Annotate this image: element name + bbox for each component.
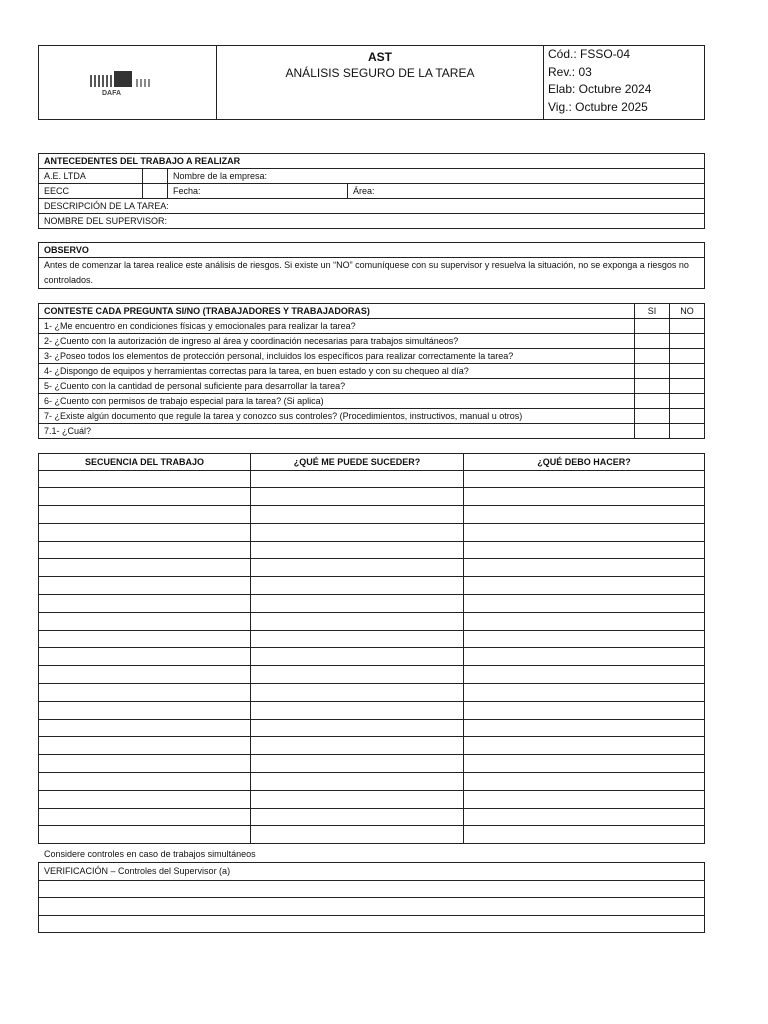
table-row — [39, 559, 705, 577]
table-row — [39, 523, 705, 541]
consequence-cell[interactable] — [251, 506, 464, 524]
company-name-field[interactable]: Nombre de la empresa: — [168, 169, 705, 184]
sequence-body — [39, 470, 705, 844]
sequence-cell[interactable] — [39, 790, 251, 808]
answer-si-6[interactable] — [635, 394, 670, 409]
answer-si-3[interactable] — [635, 349, 670, 364]
sequence-cell[interactable] — [39, 773, 251, 791]
elaboration-date: Elab: Octubre 2024 — [548, 82, 652, 96]
action-cell[interactable] — [464, 719, 705, 737]
answer-si-5[interactable] — [635, 379, 670, 394]
consequence-cell[interactable] — [251, 595, 464, 613]
action-cell[interactable] — [464, 523, 705, 541]
consequence-cell[interactable] — [251, 808, 464, 826]
consequence-cell[interactable] — [251, 612, 464, 630]
antecedentes-heading: ANTECEDENTES DEL TRABAJO A REALIZAR — [39, 154, 705, 169]
antecedentes-table — [38, 153, 705, 229]
date-field[interactable]: Fecha: — [168, 184, 348, 199]
sequence-cell[interactable] — [39, 470, 251, 488]
page-subtitle: ANÁLISIS SEGURO DE LA TAREA — [285, 66, 475, 80]
validity-date: Vig.: Octubre 2025 — [548, 99, 648, 114]
sequence-cell[interactable] — [39, 648, 251, 666]
logo — [39, 46, 217, 120]
verification-table — [38, 862, 705, 933]
table-row — [39, 488, 705, 506]
table-row — [39, 470, 705, 488]
action-cell[interactable] — [464, 790, 705, 808]
action-cell[interactable] — [464, 826, 705, 844]
consequence-cell[interactable] — [251, 648, 464, 666]
verification-row[interactable] — [39, 898, 705, 916]
logo-icon — [88, 65, 168, 97]
action-cell[interactable] — [464, 773, 705, 791]
observo-text: Antes de comenzar la tarea realice este análisis de riesgos. Si existe un “NO” comuníquese con su supervisor y resuelva la situación, no se exponga a riesgos no controlados. — [39, 258, 705, 289]
consequence-cell[interactable] — [251, 719, 464, 737]
company-label: A.E. LTDA — [39, 169, 143, 184]
answer-no-2[interactable] — [670, 334, 705, 349]
document-code: Cód.: FSSO-04 — [548, 47, 631, 61]
what-to-do-header: ¿QUÉ DEBO HACER? — [464, 454, 705, 471]
action-cell[interactable] — [464, 701, 705, 719]
action-cell[interactable] — [464, 808, 705, 826]
revision: Rev.: 03 — [548, 64, 592, 79]
answer-si-8[interactable] — [635, 424, 670, 439]
action-cell[interactable] — [464, 595, 705, 613]
answer-no-6[interactable] — [670, 394, 705, 409]
answer-no-5[interactable] — [670, 379, 705, 394]
consequence-cell[interactable] — [251, 701, 464, 719]
verification-row[interactable] — [39, 915, 705, 933]
answer-si-1[interactable] — [635, 319, 670, 334]
sequence-cell[interactable] — [39, 737, 251, 755]
table-row — [39, 577, 705, 595]
consequence-cell[interactable] — [251, 488, 464, 506]
questions-heading: CONTESTE CADA PREGUNTA SI/NO (TRABAJADORES Y TRABAJADORAS) — [39, 304, 635, 319]
sequence-cell[interactable] — [39, 488, 251, 506]
sequence-cell[interactable] — [39, 523, 251, 541]
answer-no-7[interactable] — [670, 409, 705, 424]
consequence-cell[interactable] — [251, 559, 464, 577]
table-row — [39, 737, 705, 755]
action-cell[interactable] — [464, 630, 705, 648]
action-cell[interactable] — [464, 577, 705, 595]
action-cell[interactable] — [464, 488, 705, 506]
verification-row[interactable] — [39, 880, 705, 898]
action-cell[interactable] — [464, 559, 705, 577]
observo-table — [38, 242, 705, 289]
consequence-cell[interactable] — [251, 666, 464, 684]
answer-no-1[interactable] — [670, 319, 705, 334]
question-7-1: 7.1- ¿Cuál? — [39, 424, 635, 439]
answer-no-3[interactable] — [670, 349, 705, 364]
header-table — [38, 45, 705, 120]
table-row — [39, 630, 705, 648]
answer-no-8[interactable] — [670, 424, 705, 439]
table-row — [39, 684, 705, 702]
question-2: 2- ¿Cuento con la autorización de ingreso al área y coordinación necesarias para trabajos simultáneos? — [39, 334, 635, 349]
consequence-cell[interactable] — [251, 826, 464, 844]
table-row — [39, 790, 705, 808]
supervisor-name-field[interactable]: NOMBRE DEL SUPERVISOR: — [39, 214, 705, 229]
table-row — [39, 506, 705, 524]
sequence-cell[interactable] — [39, 630, 251, 648]
simultaneous-note: Considere controles en caso de trabajos simultáneos — [44, 849, 256, 859]
answer-si-4[interactable] — [635, 364, 670, 379]
table-row — [39, 648, 705, 666]
logo-text: DAFA — [101, 89, 121, 97]
table-row — [39, 826, 705, 844]
answer-si-7[interactable] — [635, 409, 670, 424]
action-cell[interactable] — [464, 737, 705, 755]
consequence-cell[interactable] — [251, 541, 464, 559]
no-header: NO — [670, 304, 705, 319]
sequence-cell[interactable] — [39, 506, 251, 524]
sequence-cell[interactable] — [39, 719, 251, 737]
question-4: 4- ¿Dispongo de equipos y herramientas correctas para la tarea, en buen estado y con su chequeo al día? — [39, 364, 635, 379]
consequence-cell[interactable] — [251, 470, 464, 488]
action-cell[interactable] — [464, 470, 705, 488]
action-cell[interactable] — [464, 648, 705, 666]
table-row — [39, 719, 705, 737]
action-cell[interactable] — [464, 541, 705, 559]
table-row — [39, 701, 705, 719]
page-title: AST — [368, 50, 392, 64]
sequence-cell[interactable] — [39, 577, 251, 595]
sequence-cell[interactable] — [39, 541, 251, 559]
table-row — [39, 808, 705, 826]
consequence-cell[interactable] — [251, 755, 464, 773]
answer-si-2[interactable] — [635, 334, 670, 349]
table-row — [39, 612, 705, 630]
table-row — [39, 541, 705, 559]
questions-table — [38, 303, 705, 439]
sequence-cell[interactable] — [39, 612, 251, 630]
consequence-cell[interactable] — [251, 577, 464, 595]
eecc-check[interactable] — [143, 184, 168, 199]
document-codes — [544, 46, 705, 120]
sequence-cell[interactable] — [39, 595, 251, 613]
sequence-cell[interactable] — [39, 684, 251, 702]
question-6: 6- ¿Cuento con permisos de trabajo especial para la tarea? (Si aplica) — [39, 394, 635, 409]
area-field[interactable]: Área: — [348, 184, 705, 199]
table-row — [39, 595, 705, 613]
title-cell — [217, 46, 544, 120]
eecc-label: EECC — [39, 184, 143, 199]
consequence-cell[interactable] — [251, 684, 464, 702]
action-cell[interactable] — [464, 506, 705, 524]
table-row — [39, 666, 705, 684]
consequence-cell[interactable] — [251, 630, 464, 648]
sequence-table — [38, 453, 705, 844]
sequence-header: SECUENCIA DEL TRABAJO — [39, 454, 251, 471]
what-can-happen-header: ¿QUÉ ME PUEDE SUCEDER? — [251, 454, 464, 471]
action-cell[interactable] — [464, 612, 705, 630]
answer-no-4[interactable] — [670, 364, 705, 379]
action-cell[interactable] — [464, 684, 705, 702]
consequence-cell[interactable] — [251, 737, 464, 755]
task-description-field[interactable]: DESCRIPCIÓN DE LA TAREA: — [39, 199, 705, 214]
observo-heading: OBSERVO — [39, 243, 705, 258]
si-header: SI — [635, 304, 670, 319]
sequence-cell[interactable] — [39, 826, 251, 844]
question-1: 1- ¿Me encuentro en condiciones físicas y emocionales para realizar la tarea? — [39, 319, 635, 334]
question-3: 3- ¿Poseo todos los elementos de protección personal, incluidos los específicos para realizar correctamente la tarea? — [39, 349, 635, 364]
table-row — [39, 755, 705, 773]
sequence-cell[interactable] — [39, 666, 251, 684]
consequence-cell[interactable] — [251, 523, 464, 541]
action-cell[interactable] — [464, 666, 705, 684]
consequence-cell[interactable] — [251, 790, 464, 808]
sequence-cell[interactable] — [39, 755, 251, 773]
sequence-cell[interactable] — [39, 808, 251, 826]
action-cell[interactable] — [464, 755, 705, 773]
sequence-cell[interactable] — [39, 559, 251, 577]
company-check[interactable] — [143, 169, 168, 184]
consequence-cell[interactable] — [251, 773, 464, 791]
sequence-cell[interactable] — [39, 701, 251, 719]
verification-heading: VERIFICACIÓN – Controles del Supervisor (a) — [39, 863, 705, 881]
table-row — [39, 773, 705, 791]
question-7: 7- ¿Existe algún documento que regule la tarea y conozco sus controles? (Procedimientos, instructivos, manual u otros) — [39, 409, 635, 424]
question-5: 5- ¿Cuento con la cantidad de personal suficiente para desarrollar la tarea? — [39, 379, 635, 394]
